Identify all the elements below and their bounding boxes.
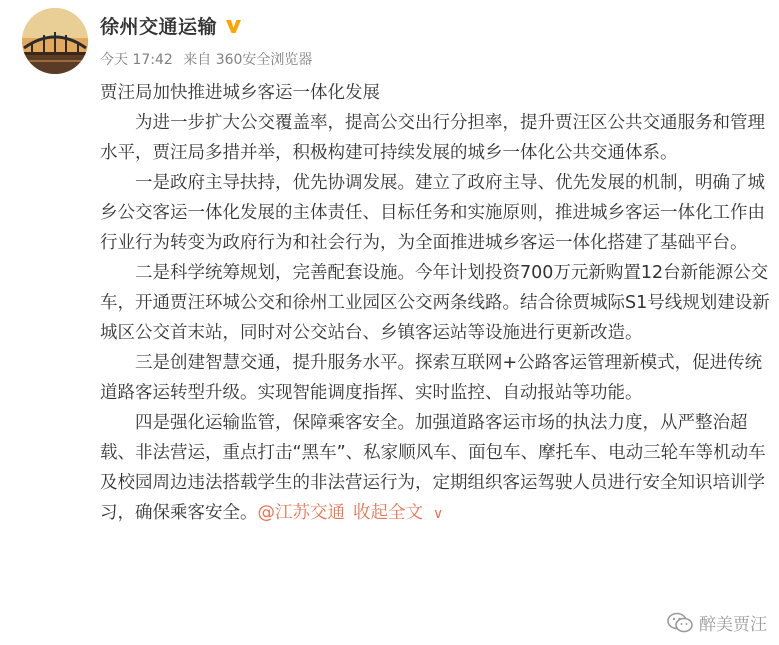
mention-link[interactable]: @江苏交通 — [257, 503, 345, 523]
account-header — [100, 12, 243, 39]
watermark — [667, 610, 767, 635]
post-paragraph: 三是创建智慧交通，提升服务水平。探索互联网+公路客运管理新模式，促进传统道路客运转型升级。实现智能调度指挥、实时监控、自动报站等功能。 — [100, 353, 763, 403]
avatar[interactable] — [22, 8, 88, 74]
verified-v-icon — [223, 16, 243, 36]
post-paragraph-text: 四是强化运输监管，保障乘客安全。加强道路客运市场的执法力度，从严整治超载、非法营运，重点打击“黑车”、私家顺风车、面包车、摩托车、电动三轮车等机动车及校园周边违法搭载学生的非法营运行为，定期组织客运驾驶人员进行安全知识培训学习，确保乘客安全。 — [100, 413, 766, 523]
account-name[interactable]: 徐州交通运输 — [100, 16, 218, 38]
chevron-up-icon[interactable]: ∨ — [433, 506, 444, 522]
watermark-text: 醉美贾汪 — [699, 615, 767, 635]
post-paragraph-last — [100, 408, 776, 529]
wechat-icon — [667, 612, 693, 634]
collapse-text-link[interactable]: 收起全文 — [353, 503, 423, 523]
post-body — [100, 78, 776, 529]
post-paragraph: 二是科学统筹规划，完善配套设施。今年计划投资700万元新购置12台新能源公交车，开通贾汪环城公交和徐州工业园区公交两条线路。结合徐贾城际S1号线规划建设新城区公交首末站，同时对公交站台、乡镇客运站等设施进行更新改造。 — [100, 263, 770, 343]
post-title: 贾汪局加快推进城乡客运一体化发展 — [100, 83, 380, 103]
post-source: 来自 360安全浏览器 — [183, 52, 313, 68]
post-paragraph: 为进一步扩大公交覆盖率，提高公交出行分担率，提升贾汪区公共交通服务和管理水平，贾汪局多措并举，积极构建可持续发展的城乡一体化公共交通体系。 — [100, 113, 765, 163]
post-time[interactable]: 今天 17:42 — [100, 52, 173, 68]
post-paragraph: 一是政府主导扶持，优先协调发展。建立了政府主导、优先发展的机制，明确了城乡公交客运一体化发展的主体责任、目标任务和实施原则，推进城乡客运一体化工作由行业行为转变为政府行为和社会行为，为全面推进城乡客运一体化搭建了基础平台。 — [100, 173, 765, 253]
bridge-sunset-avatar-icon — [22, 8, 88, 74]
post-meta — [100, 49, 318, 69]
